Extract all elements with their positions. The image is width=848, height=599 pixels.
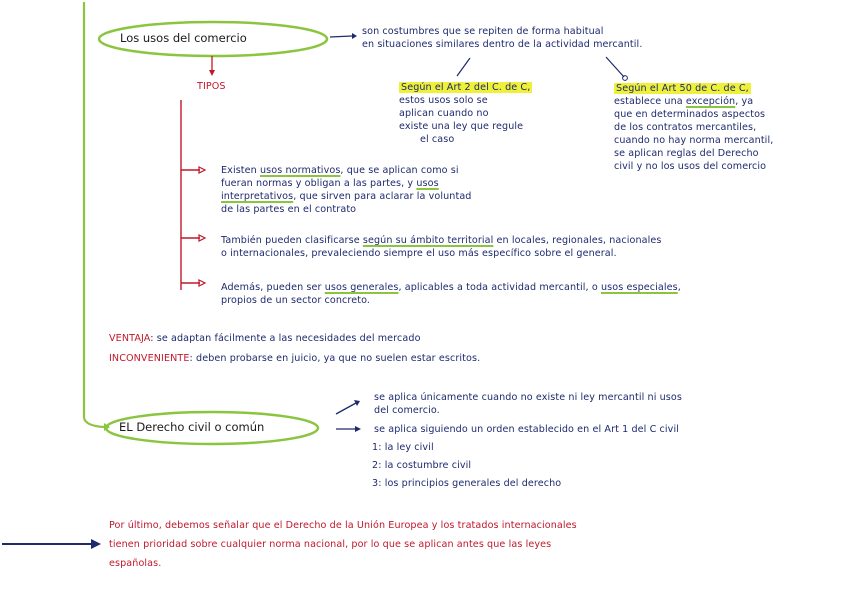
art2-line-3: existe una ley que regule xyxy=(399,121,524,132)
arrow-art50 xyxy=(606,57,624,77)
art50-line-2: que en determinados aspectos xyxy=(614,109,766,120)
bullet1-line-3: interpretativos, que sirven para aclarar la voluntad xyxy=(221,191,472,202)
art50-line-3: de los contratos mercantiles, xyxy=(614,122,757,133)
arrow-final-head xyxy=(91,539,101,549)
arrow-art2 xyxy=(457,58,470,76)
definition-line-2: en situaciones similares dentro de la actividad mercantil. xyxy=(362,39,643,50)
civil-list-item-3: 3: los principios generales del derecho xyxy=(372,478,562,489)
arrow-definition xyxy=(330,36,352,37)
bullet1-line-1: Existen usos normativos, que se aplican como si xyxy=(221,165,459,176)
definition-line-1: son costumbres que se repiten de forma habitual xyxy=(362,26,604,37)
ventaja-label: VENTAJA xyxy=(109,333,151,344)
art50-line-6: civil y no los usos del comercio xyxy=(614,161,767,172)
inconveniente-label: INCONVENIENTE xyxy=(109,353,190,364)
final-line-3: españolas. xyxy=(109,558,162,569)
civil-list-item-2: 2: la costumbre civil xyxy=(372,460,472,471)
arrow-civil-top xyxy=(336,403,356,414)
civil-top-line-2: del comercio. xyxy=(374,405,440,416)
civil-order: se aplica siguiendo un orden establecido en el Art 1 del C civil xyxy=(374,424,679,435)
art2-line-2: aplican cuando no xyxy=(399,108,489,119)
final-line-1: Por último, debemos señalar que el Derecho de la Unión Europea y los tratados internacionales xyxy=(109,520,577,531)
art50-line-4: cuando no hay norma mercantil, xyxy=(614,135,774,146)
final-line-2: tienen prioridad sobre cualquier norma nacional, por lo que se aplican antes que las leyes xyxy=(109,539,552,550)
art2-heading: Según el Art 2 del C. de C, xyxy=(401,82,531,93)
bullet1-line-2: fueran normas y obligan a las partes, y usos xyxy=(221,178,439,189)
art50-heading: Según el Art 50 de C. de C, xyxy=(616,83,749,94)
node-usos-comercio: Los usos del comercio xyxy=(120,31,247,45)
ventaja-line: VENTAJA: se adaptan fácilmente a las necesidades del mercado xyxy=(109,333,421,344)
green-branch-civil xyxy=(84,418,104,427)
art2-line-4: el caso xyxy=(420,134,455,145)
tipos-label: TIPOS xyxy=(197,81,226,92)
bullet3-line-2: propios de un sector concreto. xyxy=(221,295,371,306)
art50-line-1: establece una excepción, ya xyxy=(614,96,754,107)
bullet2-line-2: o internacionales, prevaleciendo siempre el uso más específico sobre el general. xyxy=(221,248,617,259)
bullet2-line-1: También pueden clasificarse según su ámbito territorial en locales, regionales, nacionales xyxy=(221,235,662,246)
bullet3-line-1: Además, pueden ser usos generales, aplicables a toda actividad mercantil, o usos especiales, xyxy=(221,282,681,293)
node-derecho-civil: EL Derecho civil o común xyxy=(119,420,265,434)
civil-top-line-1: se aplica únicamente cuando no existe ni ley mercantil ni usos xyxy=(374,392,682,403)
art50-line-5: se aplican reglas del Derecho xyxy=(614,148,759,159)
art2-line-1: estos usos solo se xyxy=(399,95,488,106)
inconveniente-line: INCONVENIENTE: deben probarse en juicio, ya que no suelen estar escritos. xyxy=(109,353,481,364)
civil-list-item-1: 1: la ley civil xyxy=(372,442,434,453)
bullet1-line-4: de las partes en el contrato xyxy=(221,204,357,215)
